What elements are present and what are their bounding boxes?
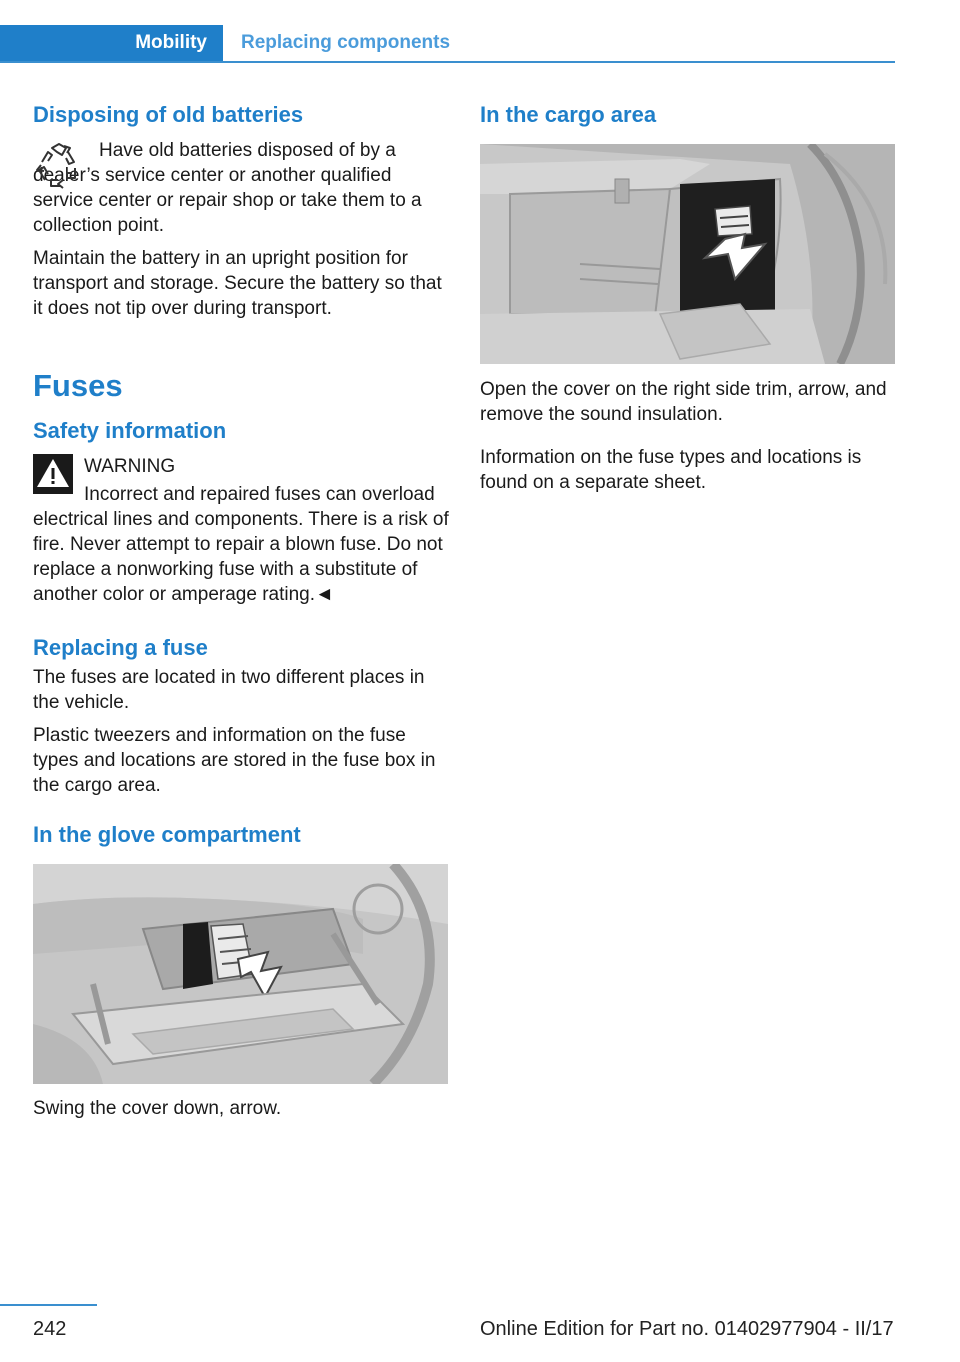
- cargo-caption: Open the cover on the right side trim, arrow, and remove the sound insulation.: [480, 379, 887, 425]
- left-column: [33, 100, 449, 1121]
- disposing-heading: Disposing of old batteries: [33, 102, 304, 127]
- fuses-title: Fuses: [33, 368, 123, 403]
- disposing-block: [33, 138, 449, 238]
- replacing-text-1: The fuses are located in two different places in the vehicle.: [33, 667, 425, 713]
- right-column: [480, 100, 896, 495]
- safety-heading: Safety information: [33, 418, 227, 443]
- disposing-text-1: Have old batteries disposed of by a dealer’s service center or another qualified service center or repair shop or take them to a collection point.: [33, 140, 422, 236]
- glove-caption: Swing the cover down, arrow.: [33, 1098, 282, 1119]
- glove-compartment-image: [33, 864, 449, 1084]
- cargo-heading: In the cargo area: [480, 102, 657, 127]
- edition-text: Online Edition for Part no. 01402977904 - II/17: [480, 1318, 894, 1340]
- recycling-icon: [33, 140, 85, 192]
- chapter-tab-mobility[interactable]: Mobility: [0, 25, 223, 61]
- footer-line: [0, 1304, 97, 1306]
- warning-text: Incorrect and repaired fuses can overload electrical lines and components. There is a risk of fire. Never attempt to repair a blown fuse. Do not replace a nonworking fuse with a substitute of another color or amperage rating.◄: [33, 484, 449, 605]
- warning-label: WARNING: [84, 456, 176, 477]
- warning-triangle-icon: [33, 454, 73, 494]
- glove-heading: In the glove compartment: [33, 822, 301, 847]
- disposing-text-2: Maintain the battery in an upright position for transport and storage. Secure the battery so that it does not tip over during transport.: [33, 248, 442, 319]
- warning-block: [33, 454, 449, 607]
- page-number: 242: [33, 1318, 67, 1340]
- cargo-area-image: [480, 144, 896, 364]
- section-tab-replacing-components[interactable]: Replacing components: [241, 32, 451, 53]
- replacing-text-2: Plastic tweezers and information on the fuse types and locations are stored in the fuse box in the cargo area.: [33, 725, 436, 796]
- cargo-info: Information on the fuse types and locations is found on a separate sheet.: [480, 447, 862, 493]
- replacing-heading: Replacing a fuse: [33, 635, 208, 660]
